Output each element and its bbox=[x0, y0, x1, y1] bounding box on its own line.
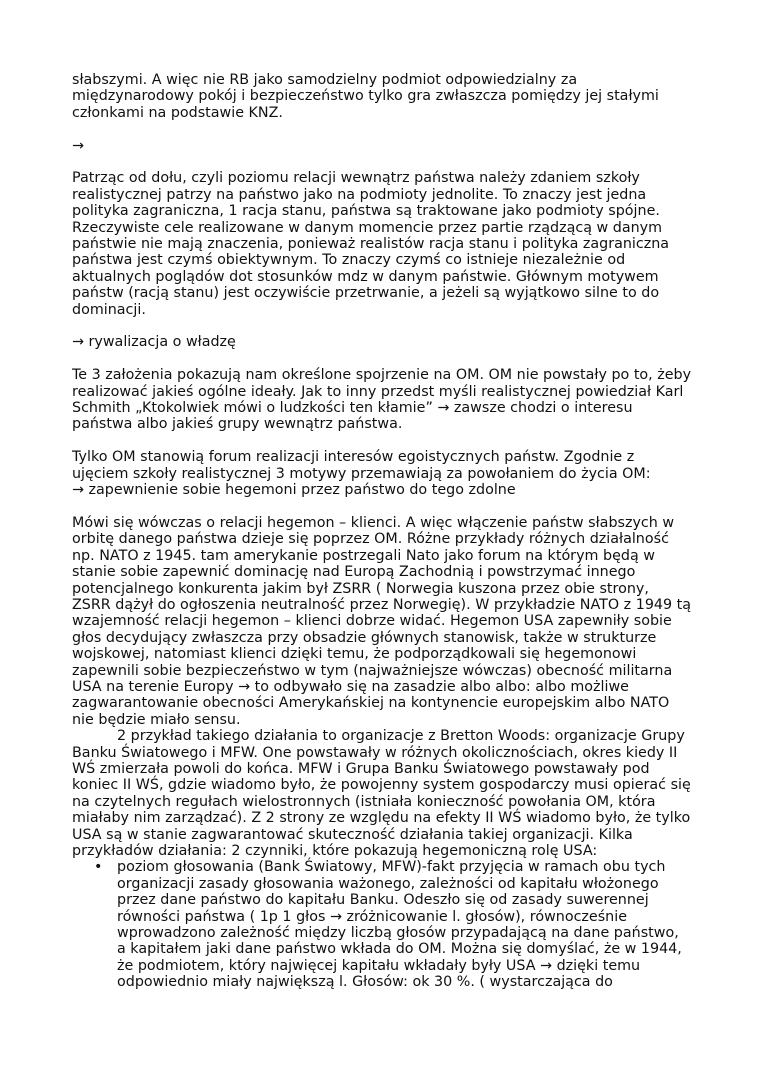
paragraph-three-assumptions: Te 3 założenia pokazują nam określone spojrzenie na OM. OM nie powstały po to, żeby realizować jakieś ogólne ideały. Jak to inny przedst myśli realistycznej powiedział Karl Schmith „Ktokolwiek mówi o ludzkości ten kłamie” → zawsze chodzi o interesu państwa albo jakieś grupy wewnątrz państwa. bbox=[72, 367, 692, 433]
document-page bbox=[72, 72, 692, 991]
bullet-list bbox=[72, 859, 692, 990]
paragraph-hegemony-motive: → zapewnienie sobie hegemoni przez państwo do tego zdolne bbox=[72, 482, 516, 499]
paragraph-state-level: Patrząc od dołu, czyli poziomu relacji wewnątrz państwa należy zdaniem szkoły realistycznej patrzy na państwo jako na podmioty jednolite. To znaczy jest jedna polityka zagraniczna, 1 racja stanu, państwa są traktowane jako podmioty spójne. Rzeczywiste cele realizowane w danym momencie przez partie rządzącą w danym państwie nie mają znaczenia, ponieważ realistów racja stanu i polityka zagraniczna państwa jest czymś obiektywnym. To znaczy czymś co istnieje niezależnie od aktualnych poglądów dot stosunków mdz w danym państwie. Głównym motywem państw (racją stanu) jest oczywiście przetrwanie, a jeżeli są wyjątkowo silne to do dominacji. bbox=[72, 170, 670, 318]
paragraph-continuation: słabszymi. A więc nie RB jako samodzielny podmiot odpowiedzialny za międzynarodowy pokój i bezpieczeństwo tylko gra zwłaszcza pomiędzy jej stałymi członkami na podstawie KNZ. bbox=[72, 72, 659, 121]
paragraph-power-rivalry: → rywalizacja o władzę bbox=[72, 334, 236, 351]
paragraph-arrow: → bbox=[72, 137, 84, 154]
paragraph-bretton-woods: 2 przykład takiego działania to organizacje z Bretton Woods: organizacje Grupy Banku Światowego i MFW. One powstawały w różnych okolicznościach, okres kiedy II WŚ zmierzała powoli do końca. MFW i Grupa Banku Światowego powstawały pod koniec II WŚ, gdzie wiadomo było, że powojenny system gospodarczy musi opierać się na czytelnych regułach wielostronnych (istniała konieczność powołania OM, która miałaby nim zarządzać). Z 2 strony ze względu na efekty II WŚ wiadomo było, że tylko USA są w stanie zagwarantować skuteczność działania takiej organizacji. Kilka przykładów działania: 2 czynniki, które pokazują hegemoniczną rolę USA: bbox=[72, 728, 691, 859]
paragraph-om-forum: Tylko OM stanowią forum realizacji interesów egoistycznych państw. Zgodnie z ujęciem szkoły realistycznej 3 motywy przemawiają za powołaniem do życia OM: bbox=[72, 449, 651, 482]
bullet-icon: • bbox=[94, 859, 103, 876]
list-item-text: poziom głosowania (Bank Światowy, MFW)-fakt przyjęcia w ramach obu tych organizacji zasady głosowania ważonego, zależności od kapitału włożonego przez dane państwo do kapitału Banku. Odeszło się od zasady suwerennej równości państwa ( 1p 1 głos → zróżnicowanie l. głosów), równocześnie wprowadzono zależność między liczbą głosów przypadającą na dane państwo, a kapitałem jaki dane państwo wkłada do OM. Można się domyślać, że w 1944, że podmiotem, który najwięcej kapitału wkładały były USA → dzięki temu odpowiednio miały największą l. Głosów: ok 30 %. ( wystarczająca do bbox=[117, 859, 682, 991]
list-item bbox=[72, 859, 692, 990]
paragraph-hegemon-clients: Mówi się wówczas o relacji hegemon – klienci. A więc włączenie państw słabszych w orbitę danego państwa dzieje się poprzez OM. Różne przykłady różnych działalność np. NATO z 1945. tam amerykanie postrzegali Nato jako forum na którym będą w stanie sobie zapewnić dominację nad Europą Zachodnią i powstrzymać innego potencjalnego konkurenta jakim był ZSRR ( Norwegia kuszona przez obie strony, ZSRR dążył do ogłoszenia neutralność przez Norwegię). W przykładzie NATO z 1949 tą wzajemność relacji hegemon – klienci dobrze widać. Hegemon USA zapewniły sobie głos decydujący zwłaszcza przy obsadzie głównych stanowisk, także w strukturze wojskowej, natomiast klienci dzięki temu, że podporządkowali się hegemonowi zapewnili sobie bezpieczeństwo w tym (najważniejsze wówczas) obecność militarna USA na terenie Europy → to odbywało się na zasadzie albo albo: albo możliwe zagwarantowanie obecności Amerykańskiej na kontynencie europejskim albo NATO nie będzie miało sensu. bbox=[72, 514, 692, 728]
